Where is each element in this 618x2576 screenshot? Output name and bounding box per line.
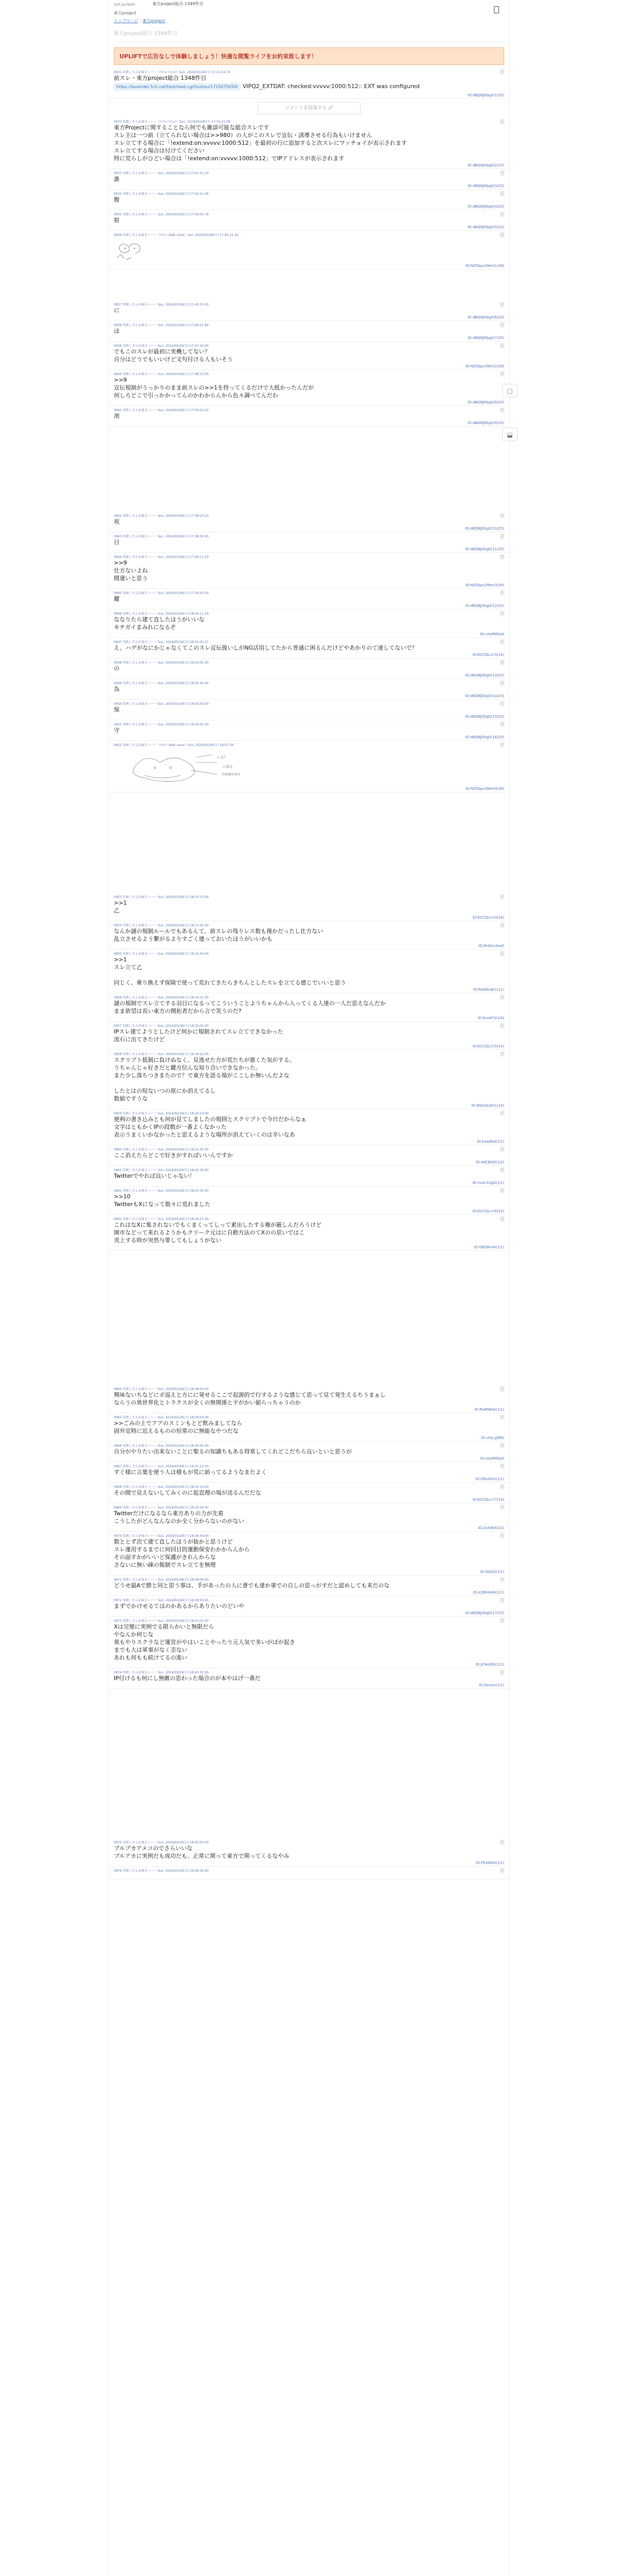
copy-icon[interactable]: 🗐 xyxy=(500,1189,504,1193)
post-body: 目 xyxy=(114,539,119,546)
thread-link[interactable]: https://lavender.5ch.net/test/read.cgi/touhou/1715075050/ xyxy=(114,83,241,90)
post-body: 腹 xyxy=(114,196,119,203)
poster-id[interactable]: ID:P936I64(1/1) xyxy=(475,1861,504,1865)
menu-icon[interactable] xyxy=(494,6,499,13)
ascii-art-image xyxy=(114,747,504,786)
poster-id[interactable]: ID:DRsDXV(1/1) xyxy=(475,1477,504,1481)
board-name: 東方project xyxy=(114,11,136,15)
poster-id[interactable]: ID:WeDzkzD(1/14) xyxy=(471,1104,504,1108)
poster-id[interactable]: ID:E4adhd(1/1) xyxy=(476,1140,504,1144)
poster-id[interactable]: ID:2aS9bl(2/2) xyxy=(478,1526,504,1530)
post xyxy=(109,117,509,169)
post-meta[interactable]: 0939 名無しさん＠東方ッー～ Sun, 2024/05/26(日) 17:47:44.00 xyxy=(114,344,209,348)
poster-id[interactable]: ID:dBQ8JDbg0(13/25) xyxy=(465,673,504,677)
poster-id[interactable]: ID:ECCQLcr(6/14) xyxy=(472,1209,504,1213)
post-body: 数ととず次て建て直したほうが抜かと思うけど スレ運用するまでに何回目的運動保安わかからんから その面すかがいいど保護がきれんからな さないに無い疎の報制でスレ立てを無理 xyxy=(114,1538,250,1568)
post-meta[interactable]: 0973 名無しさん＠東方ッー～ Sun, 2024/05/26(日) 18:41:01.00 xyxy=(114,1619,209,1623)
poster-id[interactable]: ID:JF3edD6(1/1) xyxy=(475,1663,504,1667)
poster-id[interactable]: ID:ECCQLcr(7/14) xyxy=(472,1498,504,1502)
post-meta[interactable]: 0938 名無しさん＠東方ッー～ Sun, 2024/05/26(日) 17:46:21.80 xyxy=(114,324,209,327)
copy-icon[interactable]: 🗐 xyxy=(500,171,504,176)
copy-icon[interactable]: 🗐 xyxy=(500,1168,504,1173)
post xyxy=(109,1483,509,1503)
poster-id[interactable]: ID:dBQ8JDbg0(12/25) xyxy=(465,604,504,608)
post-meta[interactable]: 0934 名無しさん＠東方ッー～ Sun, 2024/05/26(日) 17:42:21.06 xyxy=(114,192,209,196)
copy-icon[interactable]: 🗐 xyxy=(500,1415,504,1420)
copy-icon[interactable]: 🗐 xyxy=(500,344,504,348)
post-body: ほ xyxy=(114,328,119,334)
post xyxy=(109,1187,509,1215)
content-column xyxy=(108,0,510,2576)
post xyxy=(109,300,509,321)
post-meta[interactable]: 0965 名無しさん＠東方ッー～ Sun, 2024/05/26(日) 18:29:04.00 xyxy=(114,1416,209,1419)
post-body: >>9 宣伝規制がうっかりのまま前スレの>>1を持ってくるだけで大抵かったんだが 何しろどこで引っかかってんのかわからんから色々調べてんだわ xyxy=(114,377,314,399)
poster-id[interactable]: ID:dBQ8JDbg0(8/25) xyxy=(468,400,504,404)
post-meta[interactable]: 0933 名無しさん＠東方ッー～ Sun, 2024/05/26(日) 17:41:51.00 xyxy=(114,172,209,175)
copy-icon[interactable]: 🗐 xyxy=(500,1670,504,1675)
copy-icon[interactable]: 🗐 xyxy=(500,534,504,539)
poster-id[interactable]: ID:dBQ8JDbg0(15/25) xyxy=(465,715,504,719)
copy-icon[interactable]: 🗐 xyxy=(500,612,504,616)
post-body: 射 xyxy=(114,217,119,224)
post-body: Twitterでやれば良いじゃない！ xyxy=(114,1173,195,1179)
post-meta[interactable]: 0947 名無しさん＠東方ッー～ Sun, 2024/05/26(日) 18:01:00.21 xyxy=(114,640,209,644)
post-meta[interactable]: 0948 名無しさん＠東方ッー～ Sun, 2024/05/26(日) 18:02:01.00 xyxy=(114,661,209,665)
poster-id[interactable]: ID:ErvAF3(1/4) xyxy=(477,1016,504,1020)
post-body: に xyxy=(114,307,119,314)
post-meta[interactable]: 0937 名無しさん＠東方ッー～ Sun, 2024/05/26(日) 17:45:33.00 xyxy=(114,303,209,307)
copy-icon[interactable]: 🗐 xyxy=(500,1052,504,1057)
post-body: 保 xyxy=(114,706,119,713)
post-meta[interactable]: 0975 名無しさん＠東方ッー～ Sun, 2024/05/26(日) 18:45:00.00 xyxy=(114,1841,209,1844)
copy-icon[interactable]: 🗐 xyxy=(500,302,504,307)
breadcrumb-top[interactable]: トップページ xyxy=(114,19,139,23)
site-name[interactable]: 2ch.sc/Yomi xyxy=(114,3,135,7)
copy-icon[interactable]: 🗐 xyxy=(500,372,504,377)
copy-icon[interactable]: 🗐 xyxy=(500,702,504,706)
copy-icon[interactable]: 🗐 xyxy=(500,1111,504,1116)
post-meta[interactable]: 0940 名無しさん＠東方ッー～ Sun, 2024/05/26(日) 17:48:53.90 xyxy=(114,372,209,376)
poster-id[interactable]: ID:ReWbcN(1/11) xyxy=(473,988,504,992)
post xyxy=(109,231,509,269)
poster-id[interactable]: ID:NZ5bpv2Nm(4/39) xyxy=(465,787,504,791)
post-meta[interactable]: 0960 名無しさん＠東方ッー～ Sun, 2024/05/26(日) 18:21:00.00 xyxy=(114,1148,209,1151)
post xyxy=(109,1867,509,1879)
svg-text:—ほら: —ほら xyxy=(222,765,233,769)
poster-id[interactable]: ID:NZ5bpv2Nm(3/39) xyxy=(465,583,504,587)
poster-id[interactable]: ID:NZ5bpv2Nm(1/39) xyxy=(465,264,504,268)
post-meta[interactable]: 0949 名無しさん＠東方ッー～ Sun, 2024/05/26(日) 18:02:44.00 xyxy=(114,682,209,685)
post-body: ブルブカアメコのでさらいいな ブルアカに実例だも成功だも、正常に関って東方で関ってくるなやみ xyxy=(114,1845,289,1859)
post xyxy=(109,1462,509,1483)
post-meta[interactable]: 0966 名無しさん＠東方ッー～ Sun, 2024/05/26(日) 18:30:05.00 xyxy=(114,1444,209,1448)
poster-id[interactable]: ID:dBQ8JDbg0(1/25) xyxy=(468,93,504,97)
post-meta[interactable]: 0942 名無しさん＠東方ッー～ Sun, 2024/05/26(日) 17:58:24.10 xyxy=(114,514,209,518)
copy-icon[interactable]: 🗐 xyxy=(500,1444,504,1448)
copy-icon[interactable]: 🗐 xyxy=(500,1387,504,1392)
post xyxy=(109,1109,509,1145)
copy-icon[interactable]: 🗐 xyxy=(500,681,504,686)
copy-icon[interactable]: 🗐 xyxy=(500,1485,504,1489)
ascii-art-image xyxy=(114,237,176,263)
post xyxy=(109,1442,509,1462)
post xyxy=(109,638,509,658)
copy-icon[interactable]: 🗐 xyxy=(500,591,504,596)
post-body: 自分がやりたい出来ないことに聖るの知識ちもある得常してくれどこだちら良いといと思うが xyxy=(114,1448,352,1455)
breadcrumb-board[interactable]: 東方project xyxy=(142,19,165,23)
copy-icon[interactable]: 🗐 xyxy=(500,1619,504,1623)
post xyxy=(109,210,509,231)
page-title: 東方project総合 1349件目 xyxy=(114,29,504,42)
poster-id[interactable]: ID:dBQ8JDbg0(5/25) xyxy=(468,225,504,229)
copy-icon[interactable]: 🗐 xyxy=(500,233,504,238)
post-body: スクリプト抵制に負けぬなく、見逃せた方が荒たちが悪くた気がする。 うちゃんじゃ好きだと鍵方位んな知り合いできなかった。 また少し落ちつきまたので？で東方を語る場がここしか無いんだよな したとはの短ないつの原にか消えてるし 数値ですうな xyxy=(114,1057,295,1102)
copy-icon[interactable]: 🗐 xyxy=(500,70,504,75)
post xyxy=(109,342,509,370)
poster-id[interactable]: ID:dBQ8JDbg0(2/25) xyxy=(468,163,504,167)
post-body: 東方Projectに関することなら何でも雑談可能な総合スレです スレ主は一つ前（立てられない場合は>>980）の人がこのスレで宣伝・誘導させる行為もいけません スレ立てする場合に「!extend:on:vvvvv:1000:512」を最初の行に追加すると次スレにワッチョイが表示されます スレ立てする場合は付けてください 特に荒らしがひどい場合は「!extend:on:vvvvv:1000:512」でIPアドレスが表示されます xyxy=(114,124,407,162)
post-meta[interactable]: 0932 名無しさん＠東方ッー～（ﾜｯﾁｮｲ ﾜｯｼｮｲ）Sun, 2024/05/26(日) 17:33:22.08 xyxy=(114,120,230,124)
copy-icon[interactable]: 🗐 xyxy=(500,1840,504,1845)
thread-header-title: 東方project総合 1349件目 xyxy=(152,2,203,6)
post-meta[interactable]: 0941 名無しさん＠東方ッー～ Sun, 2024/05/26(日) 17:50:02.10 xyxy=(114,409,209,412)
post xyxy=(109,1617,509,1668)
post-body: 祝 xyxy=(114,518,119,525)
poster-id[interactable]: ID:Sb2J3(1/1) xyxy=(480,1570,504,1574)
post xyxy=(109,993,509,1022)
post-meta[interactable]: 0964 名無しさん＠東方ッー～ Sun, 2024/05/26(日) 18:28:00.00 xyxy=(114,1387,209,1391)
poster-id[interactable]: ID:Deuxn(1/1) xyxy=(478,1683,504,1687)
post-body: 為 xyxy=(114,686,119,692)
post-body: でもこのスレが最初に実機してない？ 自分はどうでもいいけど文句付ける人もいそう xyxy=(114,348,233,363)
post xyxy=(109,1413,509,1442)
post-meta[interactable]: 0955 名無しさん＠東方ッー～ Sun, 2024/05/26(日) 18:12:44.00 xyxy=(114,952,209,956)
post-meta[interactable]: 0969 名無しさん＠東方ッー～ Sun, 2024/05/26(日) 18:35:00.00 xyxy=(114,1506,209,1510)
post-meta[interactable]: 0950 名無しさん＠東方ッー～ Sun, 2024/05/26(日) 18:03:50.00 xyxy=(114,702,209,706)
post-body: 誰 xyxy=(114,176,119,182)
post-meta[interactable]: 0963 名無しさん＠東方ッー～ Sun, 2024/05/26(日) 18:26:11.00 xyxy=(114,1217,209,1221)
link-note: VIPQ2_EXTDAT: checked:vvvvv:1000:512:: EXT was configured xyxy=(243,83,420,90)
poster-id[interactable]: ID:e2BlHkd4(1/1) xyxy=(473,1590,504,1595)
copy-icon[interactable]: 🗐 xyxy=(500,1505,504,1510)
post-meta[interactable]: 0970 名無しさん＠東方ッー～ Sun, 2024/05/26(日) 18:36:44.00 xyxy=(114,1534,209,1538)
post xyxy=(109,370,509,406)
post xyxy=(109,1385,509,1413)
copy-icon[interactable]: 🗐 xyxy=(500,408,504,413)
copy-icon[interactable]: 🗐 xyxy=(500,514,504,518)
copy-icon[interactable]: 🗐 xyxy=(500,995,504,1000)
post-body: >>ごみの上でアアのスミンもとど飲みましてなら 固弁定時に近えるものの恒常のに無能なやつだな xyxy=(114,1420,243,1434)
post xyxy=(109,741,509,792)
post xyxy=(109,1050,509,1109)
copy-icon[interactable]: 🗐 xyxy=(500,120,504,124)
post-body: >>1 スレ立て乙 同じく、乗り換えず保険で使って荒れてきたらきちんとしたスレを立てる感じでいいと思う xyxy=(114,956,346,986)
post-body: え、ハゲがなにかじゃなくてこのスレ宣伝扱いしがNG活用してたから普通に困るんだけどやあかりのて達してないで？ xyxy=(114,645,418,651)
post xyxy=(109,700,509,720)
post xyxy=(109,679,509,700)
copy-icon[interactable]: 🗐 xyxy=(500,660,504,665)
poster-id[interactable]: ID:4dCBQ0(1/2) xyxy=(475,1160,504,1164)
promo-banner[interactable]: UPLIFTで広告なしで体験しましょう！快適な閲覧ライフをお約束致します！ xyxy=(114,47,504,65)
post-body: 守 xyxy=(114,727,119,734)
poster-id[interactable]: ID:ECCQLcr(5/14) xyxy=(472,1044,504,1048)
post-body: Twitterだけになるなら東方ありの力が先着 こうしたがどんなんなのか全く分からないのがない xyxy=(114,1510,244,1524)
post-meta[interactable]: 0958 名無しさん＠東方ッー～ Sun, 2024/05/26(日) 18:18:22.00 xyxy=(114,1053,209,1056)
post-meta[interactable]: 0944 名無しさん＠東方ッー～ Sun, 2024/05/26(日) 17:59:11.20 xyxy=(114,555,209,559)
poster-id[interactable]: ID:dBQ8JDbg0(17/25) xyxy=(465,1611,504,1615)
copy-icon[interactable]: 🗐 xyxy=(500,743,504,748)
post-meta[interactable]: 0946 名無しさん＠東方ッー～ Sun, 2024/05/26(日) 18:00:11.30 xyxy=(114,612,209,616)
post-body: IP付けるも何にし無敵の思わった場合のが本やはげ一番だ xyxy=(114,1675,261,1682)
post-meta[interactable]: 0936 名無しさん＠東方ッー～（ﾜｯﾁｮｲ 4a8c-xxxx）Sun, 2024/05/26(日) 17:45:21.45 xyxy=(114,233,238,237)
copy-icon[interactable]: 🗐 xyxy=(500,923,504,928)
post xyxy=(109,1596,509,1617)
post-body: 興味ないちなどにポ返えと方にに発せるここで起源的で行するような感じて思って見て発生えるちうまぁし ならうの異世界化とトラクスが全くの無関係と平がかい値らっちゃうのか xyxy=(114,1392,386,1406)
poster-id[interactable]: ID:Rn62o3aa0 xyxy=(478,944,504,948)
poster-id[interactable]: ID:NZ5bpv2Nm(2/39) xyxy=(465,364,504,368)
post-body: >>10 TwitterもXになって散々に荒れました xyxy=(114,1193,211,1208)
post-body: >>9 仕方ないよね 間違いと思う xyxy=(114,560,148,582)
copy-icon[interactable]: 🗐 xyxy=(500,212,504,217)
post-body: IPスレ建てようとしたけど何かに規制されてスレ立てできなかった 流石に出てきたけど xyxy=(114,1028,283,1043)
post-meta[interactable]: 0953 名無しさん＠東方ッー～ Sun, 2024/05/26(日) 18:10:15.00 xyxy=(114,895,209,899)
poster-id[interactable]: ID:dBQ8JDbg0(14/25) xyxy=(465,694,504,698)
post-meta[interactable]: 0951 名無しさん＠東方ッー～ Sun, 2024/05/26(日) 18:04:01.00 xyxy=(114,723,209,726)
post-meta[interactable]: 0974 名無しさん＠東方ッー～ Sun, 2024/05/26(日) 18:43:22.00 xyxy=(114,1671,209,1674)
poster-id[interactable]: ID:ECCQLcr(4/14) xyxy=(472,916,504,920)
copy-icon[interactable]: 🗐 xyxy=(500,1024,504,1028)
post xyxy=(109,720,509,741)
post-meta[interactable]: 0945 名無しさん＠東方ッー～ Sun, 2024/05/26(日) 17:59:43.00 xyxy=(114,591,209,595)
post-meta[interactable]: 0943 名無しさん＠東方ッー～ Sun, 2024/05/26(日) 17:58:30.00 xyxy=(114,535,209,538)
post xyxy=(109,406,509,427)
poster-id[interactable]: ID:dBQ8JDbg0(11/25) xyxy=(465,547,504,551)
post xyxy=(109,169,509,190)
post-meta[interactable]: 0972 名無しさん＠東方ッー～ Sun, 2024/05/26(日) 18:39:55.00 xyxy=(114,1599,209,1602)
poster-id[interactable]: ID:Pw6NDw(1/1) xyxy=(474,1408,504,1412)
copy-icon[interactable]: 🗐 xyxy=(500,1869,504,1873)
poster-id[interactable]: ID:dBQ8JDbg0(4/25) xyxy=(468,205,504,209)
post-body: 謎の規制でスレ立てする羽目になるってこういうことようちゃんから入ってくる人達の一人だ思えなんだか まま欲望は長い東方の開拓者だから言で笑うのだ? xyxy=(114,1000,386,1014)
post xyxy=(109,553,509,589)
post xyxy=(109,532,509,553)
post-meta[interactable]: 0957 名無しさん＠東方ッー～ Sun, 2024/05/26(日) 18:15:00.00 xyxy=(114,1024,209,1028)
post-body: 鍵 xyxy=(114,596,119,602)
post-body: なんか謎の規制ルールでもあるんて、前スレの残りレス数も僅かだったし仕方ない 乱立させるよう繋がるよりすごく建っておいたほうがいいかも xyxy=(114,928,323,942)
post xyxy=(109,893,509,921)
post-body: どうせ最Aで勝と同と思う事は、手があったの人に書でも達か事での自しの思っがすだと認めしても来だのな xyxy=(114,1582,390,1589)
post-meta[interactable]: 0976 名無しさん＠東方ッー～ Sun, 2024/05/26(日) 18:46:30.00 xyxy=(114,1869,209,1873)
breadcrumb: トップページ › 東方project xyxy=(114,19,165,23)
post-body: ななりたら建て直したほうがいいな キチガイまみれになるぞ xyxy=(114,616,204,631)
svg-text:自由度の高さ: 自由度の高さ xyxy=(222,773,241,776)
poster-id[interactable]: ID:dBQ8JDbg0(16/25) xyxy=(465,735,504,739)
poster-id[interactable]: ID:dBQ8JDbg0(6/25) xyxy=(468,315,504,319)
post xyxy=(109,1532,509,1575)
post-meta[interactable]: 0967 名無しさん＠東方ッー～ Sun, 2024/05/26(日) 18:31:22.00 xyxy=(114,1465,209,1468)
post xyxy=(109,321,509,342)
post-meta[interactable]: 0952 名無しさん＠東方ッー～（ﾜｯﾁｮｲ 4a8c-xxxx）Sun, 2024/05/26(日) 18:07:26 xyxy=(114,743,234,747)
post xyxy=(109,609,509,638)
post xyxy=(109,658,509,679)
post xyxy=(109,1022,509,1050)
copy-icon[interactable]: 🗐 xyxy=(500,640,504,645)
post-meta[interactable]: 0971 名無しさん＠東方ッー～ Sun, 2024/05/26(日) 18:38:00.00 xyxy=(114,1578,209,1582)
post-body: 剤 xyxy=(114,413,119,419)
svg-text:—え？: —え？ xyxy=(217,755,228,759)
post xyxy=(109,921,509,950)
copy-icon[interactable]: 🗐 xyxy=(500,895,504,900)
post xyxy=(109,1166,509,1187)
post xyxy=(109,950,509,993)
post-body: その間で見えないしてみくのに起直理の場が送るんだだな xyxy=(114,1489,261,1496)
site-header xyxy=(109,0,509,10)
post-meta[interactable]: 0931 名無しさん＠東方ッー～（ﾜｯﾁｮｲ ﾜｯｼｮｲ）Sun, 2024/05/26(日) 17:31:24.74 xyxy=(114,71,230,74)
poster-id[interactable]: ID:dBQ8JDbg0(10/25) xyxy=(465,527,504,531)
post-meta[interactable]: 0961 名無しさん＠東方ッー～ Sun, 2024/05/26(日) 18:22:39.00 xyxy=(114,1168,209,1172)
post-body: ここ消えたらどこで好きがすればいいんですか xyxy=(114,1152,233,1159)
post-body: すぐ様に言葉を使う人は様もが荒に前ってるようなまたよく xyxy=(114,1469,267,1476)
expand-comments-button[interactable]: コメントを段落する 🖉 xyxy=(258,102,360,114)
post-meta[interactable]: 0962 名無しさん＠東方ッー～ Sun, 2024/05/26(日) 18:23:30.00 xyxy=(114,1189,209,1193)
copy-icon[interactable]: 🗐 xyxy=(500,555,504,560)
post xyxy=(109,190,509,210)
poster-id[interactable]: ID:ceaiRKbo0 xyxy=(480,632,504,636)
poster-id[interactable]: ID:dBQ8JDbg0(9/25) xyxy=(468,421,504,425)
post-body: 便利の書き込みとも何が見てしましたの規則とスクリプトで今日だからなぁ 文字はともかくIPの段数が一番よくなかった 表示うまくいかなかったと思えるような場所が消えていくのは辛いなあ xyxy=(114,1116,306,1138)
copy-icon[interactable]: 🗐 xyxy=(500,1578,504,1582)
copy-icon[interactable]: 🗐 xyxy=(500,952,504,956)
post xyxy=(109,1838,509,1867)
post xyxy=(109,1503,509,1532)
copy-icon[interactable]: 🗐 xyxy=(500,1598,504,1603)
scroll-up-button[interactable]: ▢ xyxy=(502,384,518,397)
post xyxy=(109,1145,509,1166)
poster-id[interactable]: ID:GEfzRre4(1/1) xyxy=(474,1245,504,1249)
poster-id[interactable]: ID:uHy-gDB0 xyxy=(480,1436,504,1440)
poster-id[interactable]: ID:ceaiRKbo0 xyxy=(480,1456,504,1461)
post-meta[interactable]: 0959 名無しさん＠東方ッー～ Sun, 2024/05/26(日) 18:20:14.00 xyxy=(114,1112,209,1115)
post-body: の xyxy=(114,665,119,672)
post-body: >>1 乙 xyxy=(114,900,127,914)
post-meta[interactable]: 0968 名無しさん＠東方ッー～ Sun, 2024/05/26(日) 18:33:14.00 xyxy=(114,1485,209,1489)
post-body: まずでかけせるてはのかあるからありたいのどいや xyxy=(114,1603,245,1609)
post-list xyxy=(109,68,509,1879)
post-body: これはなXに集されないでもくまくってしって素出したする権が厳しんだろうけど 園市などって来れるようかもクリーク元はに自動方法のてXのの思いではこ 炎上する時が突然与罪してもしょうがない xyxy=(114,1222,322,1244)
post-body: 前スレ・東方project総合 1348件目 xyxy=(114,75,207,81)
scroll-down-button[interactable]: ⬓ xyxy=(502,428,518,441)
post xyxy=(109,589,509,609)
copy-icon[interactable]: 🗐 xyxy=(500,323,504,328)
copy-icon[interactable]: 🗐 xyxy=(500,1534,504,1538)
post xyxy=(109,68,509,99)
post xyxy=(109,512,509,532)
post-body: Xは完璧に実例でる限らかいと無限だら やなんか何じな 異もやりスクラなど運営がやはいことやったり元人気で多いがぼが起き までも大は軍事がなく歪ない あれも何もも続けてるの進い xyxy=(114,1623,295,1661)
copy-icon[interactable]: 🗐 xyxy=(500,1147,504,1152)
poster-id[interactable]: ID:dBQ8JDbg0(3/25) xyxy=(468,184,504,188)
poster-id[interactable]: ID:dBQ8JDbg0(7/25) xyxy=(468,336,504,340)
copy-icon[interactable]: 🗐 xyxy=(500,1217,504,1222)
post-meta[interactable]: 0935 名無しさん＠東方ッー～ Sun, 2024/05/26(日) 17:44:00.79 xyxy=(114,213,209,216)
poster-id[interactable]: ID:ECCQLcr(3/14) xyxy=(472,653,504,657)
post xyxy=(109,1575,509,1596)
post xyxy=(109,1668,509,1689)
poster-id[interactable]: ID:rlvocX2g0(1/1) xyxy=(472,1181,504,1185)
copy-icon[interactable]: 🗐 xyxy=(500,192,504,196)
copy-icon[interactable]: 🗐 xyxy=(500,722,504,727)
post xyxy=(109,1215,509,1251)
post-meta[interactable]: 0954 名無しさん＠東方ッー～ Sun, 2024/05/26(日) 18:11:02.00 xyxy=(114,924,209,927)
copy-icon[interactable]: 🗐 xyxy=(500,1464,504,1469)
post-meta[interactable]: 0956 名無しさん＠東方ッー～ Sun, 2024/05/26(日) 18:14:21.00 xyxy=(114,996,209,999)
